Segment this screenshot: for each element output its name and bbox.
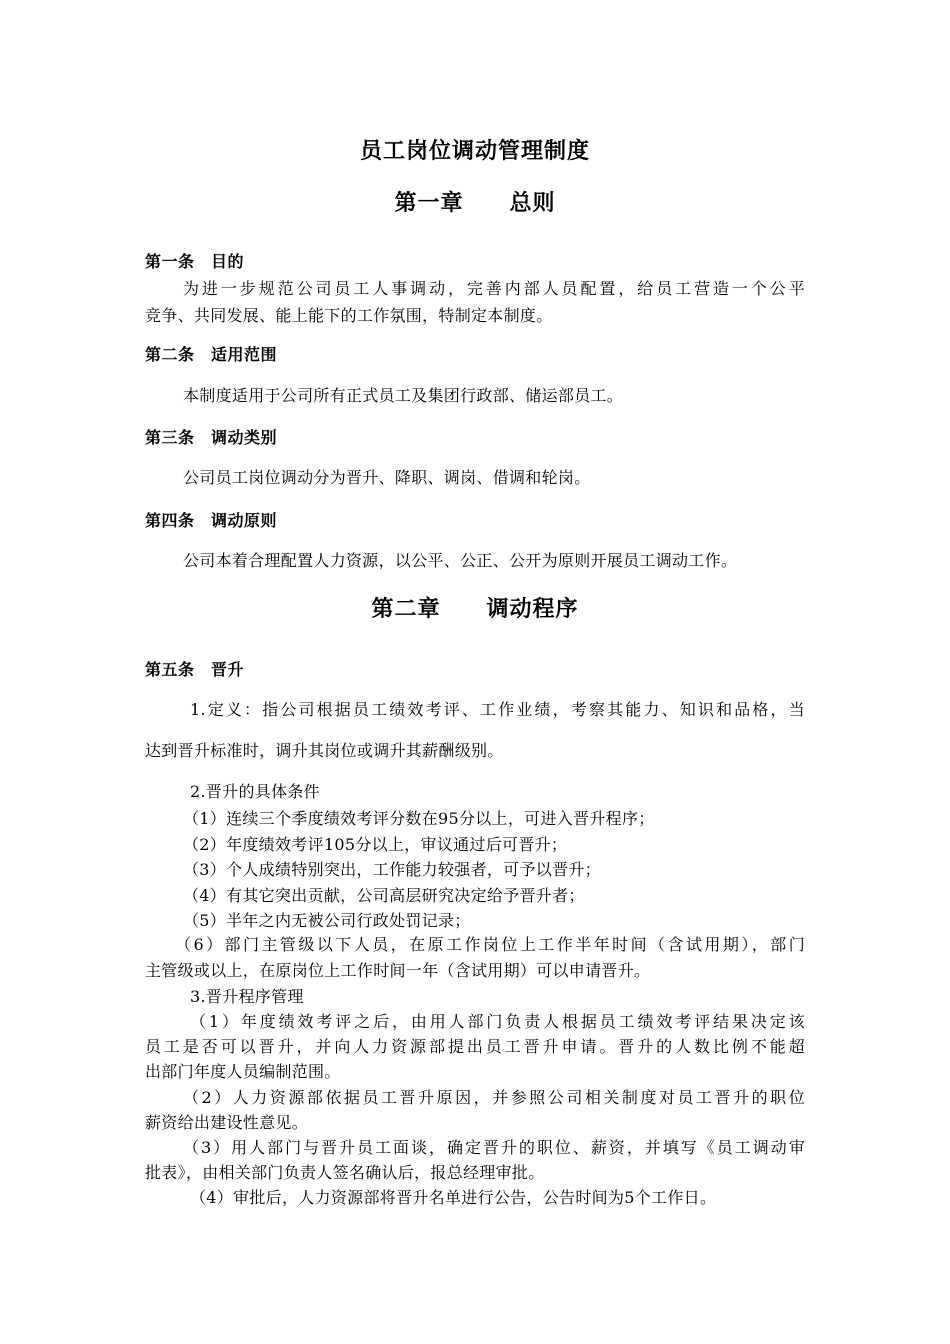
article-5-heading: 第五条 晋升 bbox=[145, 660, 245, 679]
procedure-1-line-2: 员工是否可以晋升，并向人力资源部提出员工晋升申请。晋升的人数比例不能超 bbox=[145, 1037, 805, 1056]
procedure-2-line-1: （2）人力资源部依据员工晋升原因，并参照公司相关制度对员工晋升的职位 bbox=[183, 1088, 805, 1107]
condition-5: （5）半年之内无被公司行政处罚记录； bbox=[183, 911, 471, 930]
definition-line-2: 达到晋升标准时，调升其岗位或调升其薪酬级别。 bbox=[145, 741, 504, 760]
article-2-text: 本制度适用于公司所有正式员工及集团行政部、储运部员工。 bbox=[183, 386, 624, 405]
chapter-2-heading: 第二章 调动程序 bbox=[371, 596, 579, 622]
article-3-text: 公司员工岗位调动分为晋升、降职、调岗、借调和轮岗。 bbox=[183, 468, 591, 487]
condition-2: （2）年度绩效考评105分以上，审议通过后可晋升； bbox=[183, 835, 568, 854]
definition-line-1: 1.定义：指公司根据员工绩效考评、工作业绩，考察其能力、知识和品格，当 bbox=[190, 700, 805, 719]
condition-1: （1）连续三个季度绩效考评分数在95分以上，可进入晋升程序； bbox=[183, 809, 655, 828]
procedure-2-line-2: 薪资给出建设性意见。 bbox=[145, 1113, 309, 1132]
condition-3: （3）个人成绩特别突出，工作能力较强者，可予以晋升； bbox=[183, 860, 601, 879]
procedure-1-line-1: （1）年度绩效考评之后，由用人部门负责人根据员工绩效考评结果决定该 bbox=[190, 1012, 805, 1031]
article-4-text: 公司本着合理配置人力资源，以公平、公正、公开为原则开展员工调动工作。 bbox=[183, 551, 738, 570]
chapter-1-heading: 第一章 总则 bbox=[394, 190, 556, 216]
article-2-heading: 第二条 适用范围 bbox=[145, 345, 278, 364]
conditions-heading: 2.晋升的具体条件 bbox=[190, 782, 320, 801]
procedure-3-line-1: （3）用人部门与晋升员工面谈，确定晋升的职位、薪资，并填写《员工调动审 bbox=[183, 1138, 805, 1157]
article-4-heading: 第四条 调动原则 bbox=[145, 511, 278, 530]
procedure-1-line-3: 出部门年度人员编制范围。 bbox=[145, 1062, 341, 1081]
article-1-line-1: 为进一步规范公司员工人事调动，完善内部人员配置，给员工营造一个公平 bbox=[183, 279, 805, 298]
condition-6-line-1: （6）部门主管级以下人员，在原工作岗位上工作半年时间（含试用期），部门 bbox=[175, 935, 805, 954]
procedure-4: （4）审批后，人力资源部将晋升名单进行公告，公告时间为5个工作日。 bbox=[190, 1188, 717, 1207]
article-1-heading: 第一条 目的 bbox=[145, 252, 245, 271]
procedure-heading: 3.晋升程序管理 bbox=[190, 987, 304, 1006]
article-3-heading: 第三条 调动类别 bbox=[145, 428, 278, 447]
condition-6-line-2: 主管级或以上，在原岗位上工作时间一年（含试用期）可以申请晋升。 bbox=[145, 961, 651, 980]
procedure-3-line-2: 批表》，由相关部门负责人签名确认后，报总经理审批。 bbox=[145, 1163, 545, 1182]
document-title: 员工岗位调动管理制度 bbox=[359, 138, 590, 164]
condition-4: （4）有其它突出贡献，公司高层研究决定给予晋升者； bbox=[183, 886, 585, 905]
article-1-line-2: 竞争、共同发展、能上能下的工作氛围，特制定本制度。 bbox=[145, 306, 553, 325]
